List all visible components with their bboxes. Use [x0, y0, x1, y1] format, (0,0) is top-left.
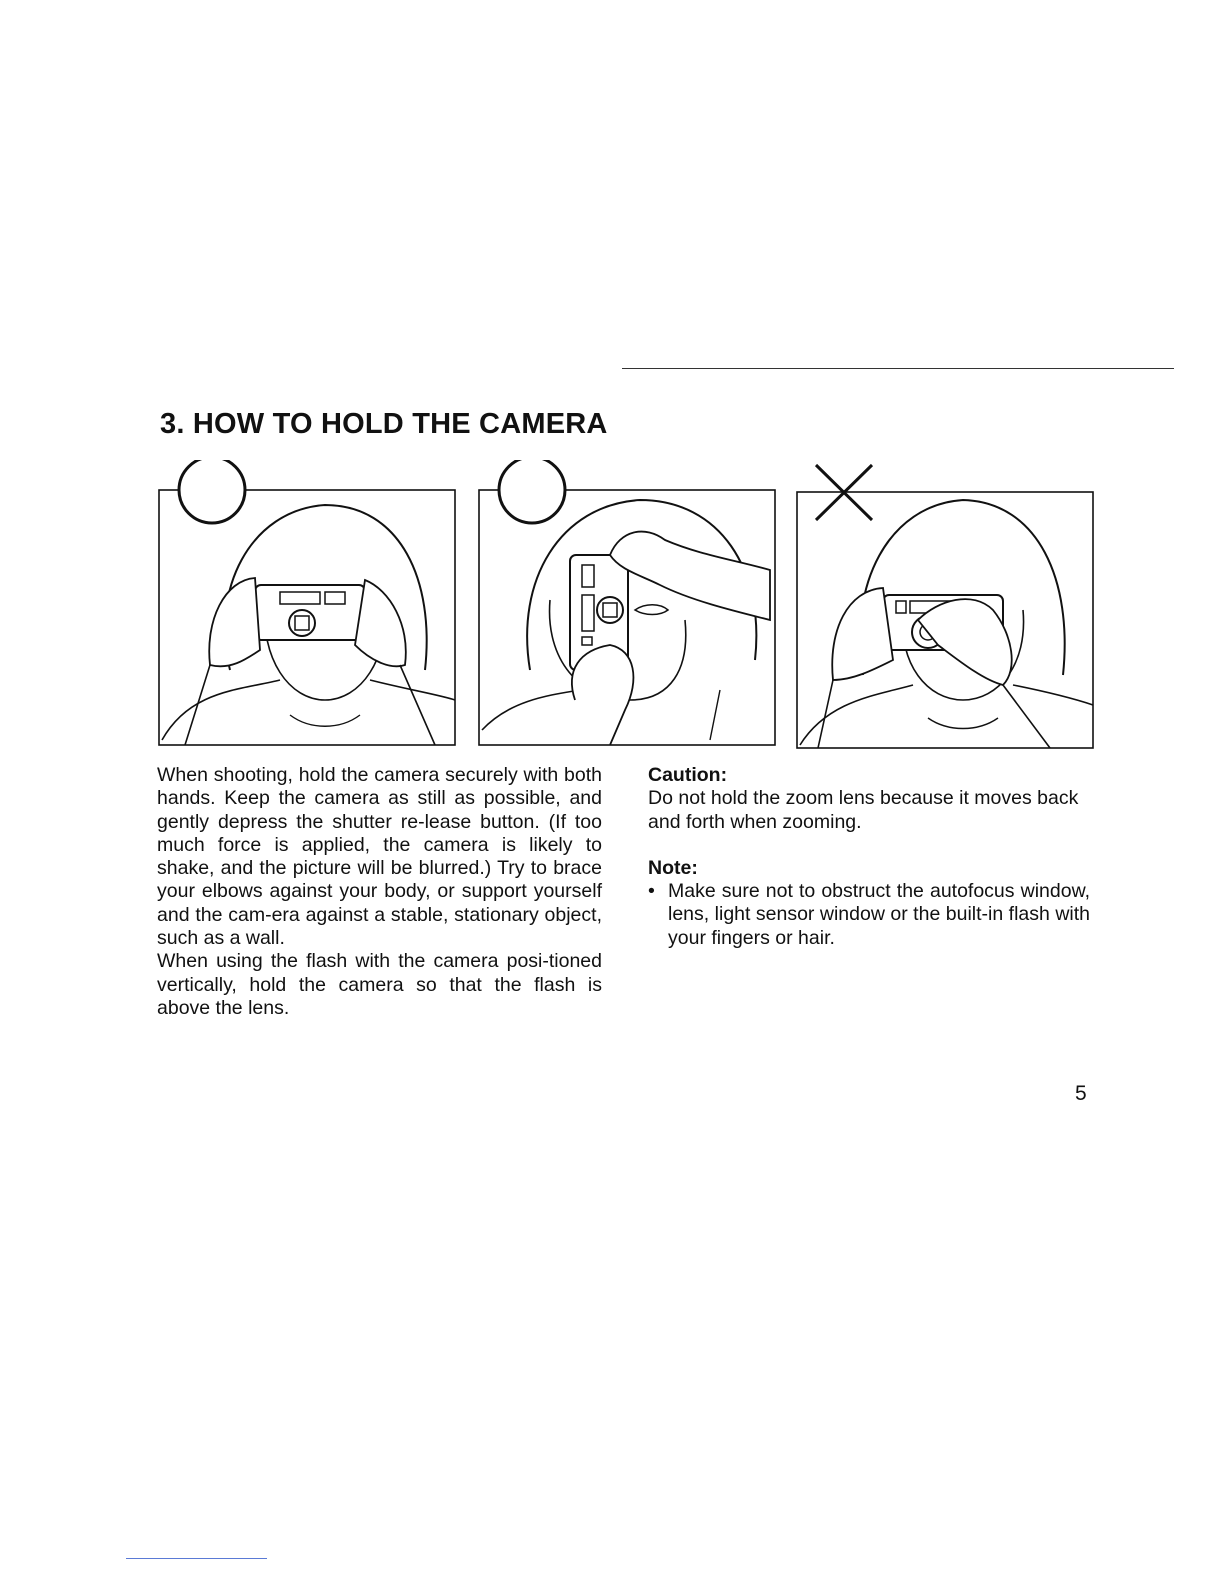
notes-column — [648, 764, 1090, 950]
top-rule — [622, 368, 1174, 369]
illustration-vertical-hold — [470, 460, 780, 750]
body-paragraph-flash: When using the flash with the camera posi-tioned vertically, hold the camera so that the flash is above the lens. — [157, 950, 602, 1019]
bottom-rule — [126, 1558, 267, 1559]
caution-heading: Caution: — [648, 764, 728, 786]
note-list — [648, 880, 1090, 950]
figure-correct-horizontal — [150, 460, 460, 750]
note-heading: Note: — [648, 856, 698, 879]
note-item: • Make sure not to obstruct the autofocus window, lens, light sensor window or the built-in flash with your fingers or hair. — [648, 880, 1090, 950]
figure-correct-vertical — [470, 460, 780, 750]
spacer — [648, 834, 1090, 857]
body-paragraph-holding: When shooting, hold the camera securely with both hands. Keep the camera as still as possible, and gently depress the shutter re-lease button. (If too much force is applied, the camera is likely to shake, and the picture will be blurred.) Try to brace your elbows against your body, or support yourself and the cam-era against a stable, stationary object, such as a wall. — [157, 764, 602, 950]
illustration-horizontal-hold — [150, 460, 460, 750]
illustration-incorrect-hold — [788, 460, 1098, 752]
page-number: 5 — [1075, 1082, 1087, 1105]
circle-icon — [499, 460, 565, 523]
caution-text: Do not hold the zoom lens because it moves back and forth when zooming. — [648, 787, 1079, 833]
figure-incorrect-hold — [788, 460, 1098, 752]
body-text-column — [157, 764, 602, 1020]
section-title: 3. HOW TO HOLD THE CAMERA — [160, 408, 608, 440]
circle-icon — [179, 460, 245, 523]
